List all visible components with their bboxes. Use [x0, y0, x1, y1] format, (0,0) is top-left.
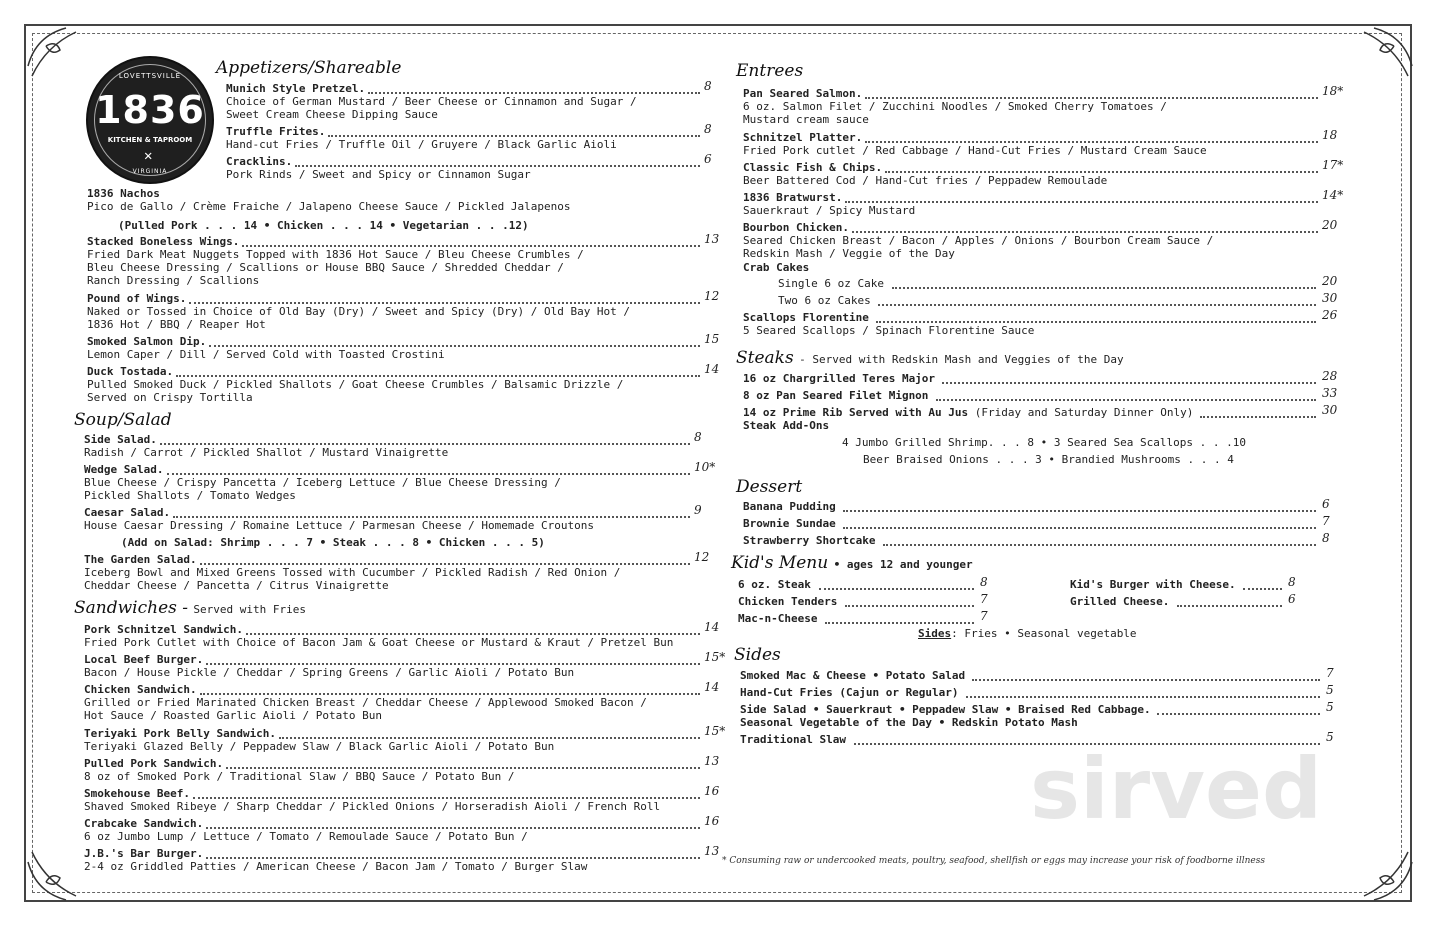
item-name: Pork Schnitzel Sandwich.	[84, 623, 243, 636]
item-description: Hot Sauce / Roasted Garlic Aioli / Potato Bun	[84, 709, 383, 722]
item-price: 8	[704, 122, 712, 136]
item-price: 33	[1322, 386, 1338, 400]
dot-leader	[883, 543, 1316, 546]
crab-cakes-title: Crab Cakes	[743, 261, 810, 274]
item-description: Bleu Cheese Dressing / Scallions or House BBQ Sauce / Shredded Cheddar /	[87, 261, 564, 274]
item-price: 14	[704, 362, 720, 376]
corner-flourish-icon	[26, 26, 96, 96]
logo-bottom-text: VIRGINIA	[132, 168, 168, 175]
menu-item	[743, 308, 1338, 337]
dot-leader	[200, 562, 690, 565]
item-name: Crabcake Sandwich.	[84, 817, 204, 830]
menu-item	[226, 79, 712, 121]
item-description: 5 Seared Scallops / Spinach Florentine Sauce	[743, 324, 1035, 337]
item-description: Grilled or Fried Marinated Chicken Breast / Cheddar Cheese / Applewood Smoked Bacon /	[84, 696, 647, 709]
dot-leader	[206, 856, 700, 859]
section-sandwiches: Sandwiches - Served with Fries	[74, 598, 307, 618]
item-name: Side Salad • Sauerkraut • Peppadew Slaw • Braised Red Cabbage.	[740, 703, 1151, 716]
dot-leader	[328, 134, 700, 137]
item-description: 6 oz Jumbo Lump / Lettuce / Tomato / Remoulade Sauce / Potato Bun /	[84, 830, 528, 843]
item-price: 17*	[1322, 158, 1344, 172]
item-name: Scallops Florentine	[743, 311, 869, 324]
logo-number: 1836	[95, 88, 205, 132]
item-description: Fried Pork Cutlet with Choice of Bacon Jam & Goat Cheese or Mustard & Kraut / Pretzel Bun	[84, 636, 674, 649]
kids-item	[738, 609, 988, 625]
menu-item	[226, 152, 712, 181]
dot-leader	[845, 604, 974, 607]
menu-item	[87, 187, 570, 213]
item-name: J.B.'s Bar Burger.	[84, 847, 204, 860]
kids-item	[738, 575, 988, 591]
item-description: Sweet Cream Cheese Dipping Sauce	[226, 108, 438, 121]
item-price: 9	[694, 503, 702, 517]
corner-flourish-icon	[1344, 26, 1414, 96]
restaurant-logo	[86, 56, 214, 184]
item-name: Duck Tostada.	[87, 365, 174, 378]
menu-item	[84, 460, 716, 502]
item-price: 30	[1322, 291, 1338, 305]
item-description: House Caesar Dressing / Romaine Lettuce / Parmesan Cheese / Homemade Croutons	[84, 519, 594, 532]
dot-leader	[892, 286, 1316, 289]
menu-item	[84, 550, 710, 592]
item-price: 7	[1322, 514, 1330, 528]
item-price: 5	[1326, 683, 1334, 697]
crab-option	[778, 274, 1338, 290]
item-name: Wedge Salad.	[84, 463, 164, 476]
dot-leader	[845, 200, 1318, 203]
dot-leader	[825, 621, 974, 624]
section-steaks: Steaks - Served with Redskin Mash and Veggies of the Day	[736, 348, 1124, 368]
item-name: Grilled Cheese.	[1070, 595, 1170, 608]
dot-leader	[193, 796, 700, 799]
item-description: Radish / Carrot / Pickled Shallot / Mustard Vinaigrette	[84, 446, 449, 459]
crab-option	[778, 291, 1338, 307]
kids-item	[1070, 575, 1296, 591]
menu-item	[743, 188, 1344, 217]
item-description: 1836 Hot / BBQ / Reaper Hot	[87, 318, 266, 331]
steak-item	[743, 369, 1338, 385]
fork-knife-icon: ✕	[144, 148, 153, 164]
item-description: Redskin Mash / Veggie of the Day	[743, 247, 955, 260]
dot-leader	[865, 96, 1318, 99]
item-name: 1836 Nachos	[87, 187, 160, 200]
item-price: 13	[704, 232, 720, 246]
menu-item	[84, 784, 720, 813]
dot-leader	[368, 91, 700, 94]
item-price: 8	[694, 430, 702, 444]
menu-item	[84, 754, 720, 783]
item-price: 15*	[704, 650, 726, 664]
item-description: Bacon / House Pickle / Cheddar / Spring Greens / Garlic Aioli / Potato Bun	[84, 666, 575, 679]
item-description: Pulled Smoked Duck / Pickled Shallots / Goat Cheese Crumbles / Balsamic Drizzle /	[87, 378, 624, 391]
menu-item	[743, 128, 1338, 157]
dot-leader	[209, 344, 700, 347]
item-description: Shaved Smoked Ribeye / Sharp Cheddar / Pickled Onions / Horseradish Aioli / French Roll	[84, 800, 661, 813]
item-name: Chicken Sandwich.	[84, 683, 197, 696]
dot-leader	[865, 140, 1318, 143]
dessert-item	[743, 514, 1330, 530]
section-kids: Kid's Menu • ages 12 and younger	[731, 553, 973, 573]
item-name: Teriyaki Pork Belly Sandwich.	[84, 727, 277, 740]
dot-leader	[242, 244, 700, 247]
sides-item	[740, 683, 1334, 699]
item-price: 16	[704, 784, 720, 798]
item-description: Naked or Tossed in Choice of Old Bay (Dry) / Sweet and Spicy (Dry) / Old Bay Hot /	[87, 305, 631, 318]
sides-item	[740, 666, 1334, 682]
item-name: Single 6 oz Cake	[778, 277, 884, 290]
item-name: Pound of Wings.	[87, 292, 187, 305]
section-soup-salad: Soup/Salad	[74, 410, 172, 430]
item-description: Cheddar Cheese / Pancetta / Citrus Vinaigrette	[84, 579, 389, 592]
corner-flourish-icon	[1344, 832, 1414, 902]
sides-item	[740, 700, 1334, 716]
salad-addons: (Add on Salad: Shrimp . . . 7 • Steak . . . 8 • Chicken . . . 5)	[121, 536, 545, 549]
item-description: Iceberg Bowl and Mixed Greens Tossed with Cucumber / Pickled Radish / Red Onion /	[84, 566, 621, 579]
item-name: Caesar Salad.	[84, 506, 171, 519]
item-description: Served on Crispy Tortilla	[87, 391, 253, 404]
dot-leader	[972, 678, 1320, 681]
item-price: 16	[704, 814, 720, 828]
item-note: (Friday and Saturday Dinner Only)	[968, 406, 1194, 419]
item-price: 14	[704, 620, 720, 634]
item-price: 26	[1322, 308, 1338, 322]
menu-item	[743, 218, 1338, 260]
dessert-item	[743, 497, 1330, 513]
logo-subtitle: KITCHEN & TAPROOM	[107, 136, 193, 144]
dot-leader	[295, 164, 700, 167]
dot-leader	[167, 472, 690, 475]
dot-leader	[819, 587, 974, 590]
item-description: 6 oz. Salmon Filet / Zucchini Noodles / Smoked Cherry Tomatoes /	[743, 100, 1167, 113]
item-name: Local Beef Burger.	[84, 653, 204, 666]
dot-leader	[966, 695, 1320, 698]
item-price: 18	[1322, 128, 1338, 142]
item-price: 8	[1322, 531, 1330, 545]
item-description: Beer Battered Cod / Hand-Cut fries / Peppadew Remoulade	[743, 174, 1108, 187]
item-price: 12	[704, 289, 720, 303]
item-price: 15*	[704, 724, 726, 738]
section-appetizers: Appetizers/Shareable	[216, 58, 402, 78]
item-description: Sauerkraut / Spicy Mustard	[743, 204, 916, 217]
item-price: 6	[704, 152, 712, 166]
item-name: Kid's Burger with Cheese.	[1070, 578, 1236, 591]
item-name: Chicken Tenders	[738, 595, 838, 608]
item-name: Brownie Sundae	[743, 517, 836, 530]
item-price: 10*	[694, 460, 716, 474]
menu-item	[743, 158, 1344, 187]
dot-leader	[885, 170, 1318, 173]
item-price: 6	[1322, 497, 1330, 511]
item-name: 1836 Bratwurst.	[743, 191, 843, 204]
item-description: Mustard cream sauce	[743, 113, 869, 126]
section-entrees: Entrees	[736, 61, 804, 81]
item-price: 30	[1322, 403, 1338, 417]
item-price: 14*	[1322, 188, 1344, 202]
menu-item	[84, 724, 726, 753]
watermark: sirved	[1030, 740, 1323, 838]
dot-leader	[1157, 712, 1320, 715]
item-name: Stacked Boneless Wings.	[87, 235, 240, 248]
item-name: Traditional Slaw	[740, 733, 846, 746]
menu-item	[87, 289, 720, 331]
menu-item	[84, 503, 702, 532]
item-name: Munich Style Pretzel.	[226, 82, 366, 95]
menu-item	[84, 814, 720, 843]
dot-leader	[1177, 604, 1282, 607]
item-name: Hand-Cut Fries (Cajun or Regular)	[740, 686, 959, 699]
steak-item	[743, 386, 1338, 402]
section-sides: Sides	[734, 645, 781, 665]
item-description: 8 oz of Smoked Pork / Traditional Slaw / BBQ Sauce / Potato Bun /	[84, 770, 515, 783]
menu-item	[84, 650, 726, 679]
item-description: Blue Cheese / Crispy Pancetta / Iceberg Lettuce / Blue Cheese Dressing /	[84, 476, 561, 489]
steak-addons-line-1: 4 Jumbo Grilled Shrimp. . . 8 • 3 Seared Sea Scallops . . .10	[842, 436, 1246, 449]
item-name: 14 oz Prime Rib Served with Au Jus	[743, 406, 969, 419]
nachos-addons: (Pulled Pork . . . 14 • Chicken . . . 14 • Vegetarian . . .12)	[118, 219, 529, 232]
item-price: 7	[980, 592, 988, 606]
item-price: 20	[1322, 218, 1338, 232]
item-description: Fried Dark Meat Nuggets Topped with 1836 Hot Sauce / Bleu Cheese Crumbles /	[87, 248, 584, 261]
item-name: Bourbon Chicken.	[743, 221, 849, 234]
steak-addons-line-2: Beer Braised Onions . . . 3 • Brandied Mushrooms . . . 4	[863, 453, 1234, 466]
item-name: Seasonal Vegetable of the Day • Redskin Potato Mash	[740, 716, 1078, 729]
item-name: Pan Seared Salmon.	[743, 87, 863, 100]
dot-leader	[173, 515, 690, 518]
menu-item	[743, 84, 1344, 126]
item-price: 5	[1326, 700, 1334, 714]
dot-leader	[176, 374, 700, 377]
item-name: Strawberry Shortcake	[743, 534, 876, 547]
dot-leader	[279, 736, 700, 739]
item-name: Smokehouse Beef.	[84, 787, 190, 800]
dessert-item	[743, 531, 1330, 547]
dot-leader	[206, 826, 700, 829]
item-price: 7	[980, 609, 988, 623]
dot-leader	[206, 662, 700, 665]
item-price: 6	[1288, 592, 1296, 606]
section-dessert: Dessert	[736, 477, 803, 497]
item-price: 7	[1326, 666, 1334, 680]
dot-leader	[854, 742, 1320, 745]
menu-item	[87, 332, 720, 361]
item-description: Choice of German Mustard / Beer Cheese or Cinnamon and Sugar /	[226, 95, 637, 108]
steak-addons-title: Steak Add-Ons	[743, 419, 830, 432]
menu-item	[84, 844, 720, 873]
dot-leader	[852, 230, 1318, 233]
item-price: 28	[1322, 369, 1338, 383]
menu-item	[226, 122, 712, 151]
dot-leader	[246, 632, 700, 635]
dot-leader	[189, 301, 700, 304]
sides-item	[740, 730, 1334, 746]
kids-sides: Sides: Fries • Seasonal vegetable	[918, 627, 1137, 640]
item-description: Pico de Gallo / Crème Fraiche / Jalapeno Cheese Sauce / Pickled Jalapenos	[87, 200, 571, 213]
item-description: Ranch Dressing / Scallions	[87, 274, 260, 287]
dot-leader	[876, 320, 1316, 323]
item-name: Side Salad.	[84, 433, 157, 446]
item-description: Fried Pork cutlet / Red Cabbage / Hand-Cut Fries / Mustard Cream Sauce	[743, 144, 1207, 157]
item-name: Truffle Frites.	[226, 125, 326, 138]
item-price: 8	[704, 79, 712, 93]
item-price: 18*	[1322, 84, 1344, 98]
item-description: 2-4 oz Griddled Patties / American Cheese / Bacon Jam / Tomato / Burger Slaw	[84, 860, 588, 873]
item-name: 16 oz Chargrilled Teres Major	[743, 372, 936, 385]
item-name: Two 6 oz Cakes	[778, 294, 871, 307]
dot-leader	[843, 526, 1316, 529]
item-name: 8 oz Pan Seared Filet Mignon	[743, 389, 929, 402]
item-price: 14	[704, 680, 720, 694]
item-description: Pickled Shallots / Tomato Wedges	[84, 489, 296, 502]
item-price: 8	[1288, 575, 1296, 589]
item-name: Smoked Salmon Dip.	[87, 335, 207, 348]
dot-leader	[942, 381, 1316, 384]
item-price: 5	[1326, 730, 1334, 744]
item-name: Classic Fish & Chips.	[743, 161, 883, 174]
menu-item	[84, 430, 702, 459]
item-name: Schnitzel Platter.	[743, 131, 863, 144]
menu-item	[84, 680, 720, 722]
dot-leader	[878, 303, 1316, 306]
dot-leader	[1200, 415, 1316, 418]
item-description: Lemon Caper / Dill / Served Cold with Toasted Crostini	[87, 348, 445, 361]
kids-item	[738, 592, 988, 608]
item-price: 15	[704, 332, 720, 346]
dot-leader	[200, 692, 700, 695]
menu-item	[87, 362, 720, 404]
dot-leader	[936, 398, 1316, 401]
steak-item	[743, 403, 1338, 419]
item-name: Pulled Pork Sandwich.	[84, 757, 224, 770]
item-name: Banana Pudding	[743, 500, 836, 513]
item-price: 8	[980, 575, 988, 589]
item-price: 13	[704, 754, 720, 768]
dot-leader	[226, 766, 700, 769]
item-price: 12	[694, 550, 710, 564]
menu-item	[84, 620, 720, 649]
item-price: 13	[704, 844, 720, 858]
disclaimer: * Consuming raw or undercooked meats, poultry, seafood, shellfish or eggs may increase your risk of foodborne illness	[722, 856, 1265, 866]
dot-leader	[1243, 587, 1282, 590]
item-description: Seared Chicken Breast / Bacon / Apples / Onions / Bourbon Cream Sauce /	[743, 234, 1214, 247]
item-description: Hand-cut Fries / Truffle Oil / Gruyere / Black Garlic Aioli	[226, 138, 617, 151]
sides-item	[740, 716, 1078, 729]
item-description: Teriyaki Glazed Belly / Peppadew Slaw / Black Garlic Aioli / Potato Bun	[84, 740, 555, 753]
dot-leader	[160, 442, 690, 445]
menu-item	[87, 232, 720, 287]
kids-item	[1070, 592, 1296, 608]
item-name: Mac-n-Cheese	[738, 612, 818, 625]
logo-top-text: LOVETTSVILLE	[118, 72, 182, 80]
item-name: Cracklins.	[226, 155, 293, 168]
item-price: 20	[1322, 274, 1338, 288]
dot-leader	[843, 509, 1316, 512]
item-name: 6 oz. Steak	[738, 578, 811, 591]
item-name: The Garden Salad.	[84, 553, 197, 566]
item-description: Pork Rinds / Sweet and Spicy or Cinnamon Sugar	[226, 168, 531, 181]
item-name: Smoked Mac & Cheese • Potato Salad	[740, 669, 966, 682]
